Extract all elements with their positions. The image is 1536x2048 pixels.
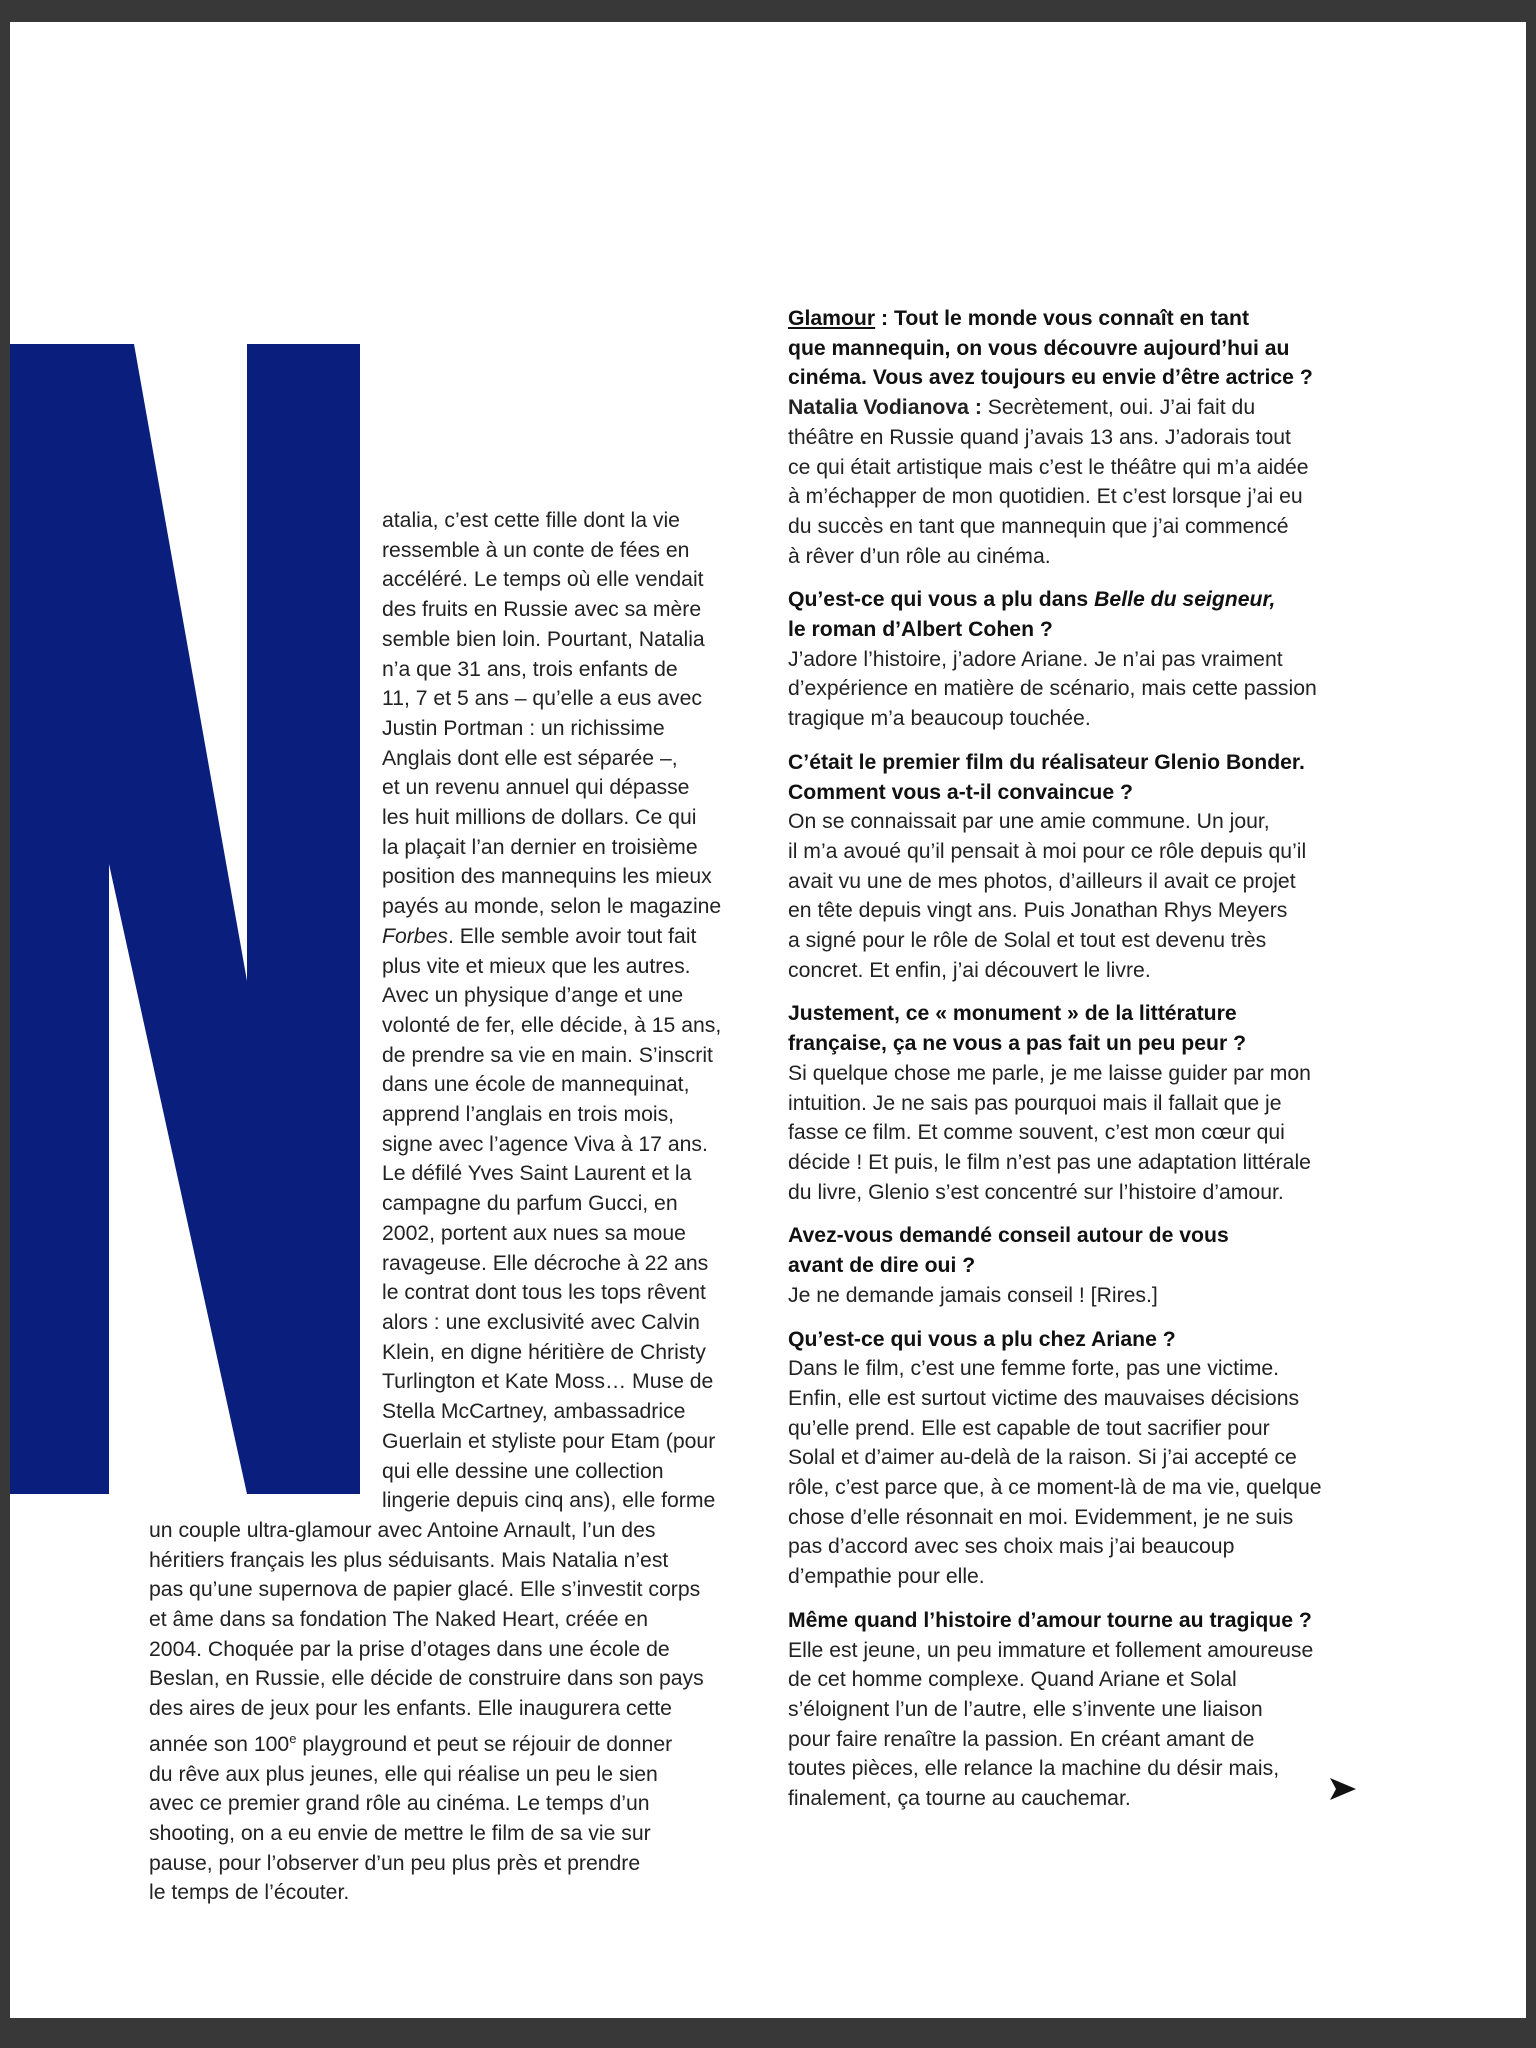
question-line: Avez-vous demandé conseil autour de vous: [788, 1224, 1229, 1248]
intro-line: Turlington et Kate Moss… Muse de: [382, 1370, 714, 1394]
qa-block: [788, 999, 1418, 1207]
magazine-page: [10, 22, 1526, 2018]
answer-line: a signé pour le rôle de Solal et tout est devenu très: [788, 929, 1267, 953]
intro-line: Forbes. Elle semble avoir tout fait: [382, 924, 697, 948]
intro-line: plus vite et mieux que les autres.: [382, 954, 691, 978]
intro-line: lingerie depuis cinq ans), elle forme: [382, 1489, 716, 1513]
intro-line: avec ce premier grand rôle au cinéma. Le temps d’un: [149, 1792, 650, 1816]
answer-line: fasse ce film. Et comme souvent, c’est mon cœur qui: [788, 1121, 1285, 1145]
answer-line: s’éloignent l’un de l’autre, elle s’invente une liaison: [788, 1697, 1263, 1721]
arrow-right-icon: [1330, 1778, 1356, 1800]
intro-line: 11, 7 et 5 ans – qu’elle a eus avec: [382, 687, 702, 711]
intro-line: 2004. Choquée par la prise d’otages dans une école de: [149, 1637, 670, 1661]
intro-line: accéléré. Le temps où elle vendait: [382, 568, 704, 592]
answer-line: intuition. Je ne sais pas pourquoi mais il fallait que je: [788, 1091, 1282, 1115]
answer-line: Si quelque chose me parle, je me laisse guider par mon: [788, 1061, 1311, 1085]
answer-line: concret. Et enfin, j’ai découvert le livre.: [788, 958, 1151, 982]
intro-line: atalia, c’est cette fille dont la vie: [382, 509, 680, 532]
qa-block: [788, 585, 1418, 734]
intro-line: des fruits en Russie avec sa mère: [382, 598, 702, 622]
question-text: Qu’est-ce qui vous a plu dans: [788, 588, 1095, 612]
question-line: cinéma. Vous avez toujours eu envie d’être actrice ?: [788, 366, 1313, 390]
answer-line: chose d’elle résonnait en moi. Evidemment, je ne suis: [788, 1505, 1294, 1529]
intro-line: des aires de jeux pour les enfants. Elle inaugurera cette: [149, 1697, 672, 1721]
qa-block: [788, 1606, 1418, 1814]
answer-line: tragique m’a beaucoup touchée.: [788, 707, 1091, 731]
intro-line: année son 100e playground et peut se réjouir de donner: [149, 1730, 673, 1756]
intro-line: semble bien loin. Pourtant, Natalia: [382, 627, 705, 651]
answer-line: du livre, Glenio s’est concentré sur l’histoire d’amour.: [788, 1180, 1284, 1204]
intro-line: un couple ultra-glamour avec Antoine Arnault, l’un des: [149, 1518, 656, 1542]
answer-line: d’expérience en matière de scénario, mais cette passion: [788, 677, 1317, 701]
intro-line: du rêve aux plus jeunes, elle qui réalise un peu le sien: [149, 1762, 658, 1786]
intro-line: ravageuse. Elle décroche à 22 ans: [382, 1251, 709, 1275]
question-line: française, ça ne vous a pas fait un peu peur ?: [788, 1032, 1247, 1056]
answer-line: il m’a avoué qu’il pensait à moi pour ce rôle depuis qu’il: [788, 839, 1307, 863]
answer-line: [788, 393, 1418, 423]
answer-line: rôle, c’est parce que, à ce moment-là de ma vie, quelque: [788, 1476, 1322, 1500]
answer-line: théâtre en Russie quand j’avais 13 ans. J’adorais tout: [788, 425, 1291, 449]
answer-line: ce qui était artistique mais c’est le théâtre qui m’a aidée: [788, 455, 1309, 479]
answer-line: qu’elle prend. Elle est capable de tout sacrifier pour: [788, 1416, 1270, 1440]
question-line: Comment vous a-t-il convaincue ?: [788, 780, 1133, 804]
intro-line: Justin Portman : un richissime: [382, 716, 665, 740]
answer-text: Secrètement, oui. J’ai fait du: [981, 396, 1256, 420]
intro-line: signe avec l’agence Viva à 17 ans.: [382, 1132, 708, 1156]
answer-line: Enfin, elle est surtout victime des mauvaises décisions: [788, 1386, 1300, 1410]
intro-text: [149, 506, 759, 1908]
intro-line: pas qu’une supernova de papier glacé. Elle s’investit corps: [149, 1578, 701, 1602]
intro-line: dans une école de mannequinat,: [382, 1073, 690, 1097]
intro-line: ressemble à un conte de fées en: [382, 538, 690, 562]
intro-line: qui elle dessine une collection: [382, 1459, 664, 1483]
ordinal-suffix: e: [289, 1730, 297, 1746]
intro-line: Klein, en digne héritière de Christy: [382, 1340, 706, 1364]
intro-line: 2002, portent aux nues sa moue: [382, 1221, 686, 1245]
qa-block: [788, 748, 1418, 986]
answer-line: Je ne demande jamais conseil ! [Rires.]: [788, 1283, 1158, 1307]
intro-line: volonté de fer, elle décide, à 15 ans,: [382, 1013, 722, 1037]
answer-line: avait vu une de mes photos, d’ailleurs il avait ce projet: [788, 869, 1296, 893]
intro-line: Stella McCartney, ambassadrice: [382, 1400, 686, 1424]
intro-line: et âme dans sa fondation The Naked Heart, créée en: [149, 1608, 649, 1632]
intro-line: Le défilé Yves Saint Laurent et la: [382, 1162, 692, 1186]
interview-column: [788, 304, 1418, 1828]
intro-line: le contrat dont tous les tops rêvent: [382, 1281, 706, 1305]
intro-line: et un revenu annuel qui dépasse: [382, 776, 690, 800]
intro-line: pause, pour l’observer d’un peu plus près et prendre: [149, 1851, 641, 1875]
question-line: [788, 304, 1418, 334]
intro-line: les huit millions de dollars. Ce qui: [382, 806, 697, 830]
intro-line: Guerlain et styliste pour Etam (pour: [382, 1429, 716, 1453]
question-line: Justement, ce « monument » de la littérature: [788, 1002, 1237, 1026]
answer-line: Dans le film, c’est une femme forte, pas une victime.: [788, 1357, 1280, 1381]
intro-line: Beslan, en Russie, elle décide de construire dans son pays: [149, 1667, 704, 1691]
intro-line: n’a que 31 ans, trois enfants de: [382, 657, 678, 681]
answer-line: finalement, ça tourne au cauchemar.: [788, 1787, 1131, 1811]
answer-line: Solal et d’aimer au-delà de la raison. Si j’ai accepté ce: [788, 1446, 1297, 1470]
answer-line: J’adore l’histoire, j’adore Ariane. Je n’ai pas vraiment: [788, 647, 1283, 671]
qa-block: [788, 1325, 1418, 1592]
answer-line: de cet homme complexe. Quand Ariane et Solal: [788, 1668, 1237, 1692]
answer-line: du succès en tant que mannequin que j’ai commencé: [788, 514, 1289, 538]
question-line: C’était le premier film du réalisateur Glenio Bonder.: [788, 750, 1305, 774]
answer-line: On se connaissait par une amie commune. Un jour,: [788, 810, 1270, 834]
question-line: le roman d’Albert Cohen ?: [788, 618, 1053, 642]
answer-line: Elle est jeune, un peu immature et follement amoureuse: [788, 1638, 1314, 1662]
intro-line: Avec un physique d’ange et une: [382, 984, 684, 1008]
answer-line: d’empathie pour elle.: [788, 1565, 985, 1589]
speaker-name: Natalia Vodianova :: [788, 396, 982, 420]
answer-line: en tête depuis vingt ans. Puis Jonathan Rhys Meyers: [788, 899, 1288, 923]
answer-line: décide ! Et puis, le film n’est pas une adaptation littérale: [788, 1150, 1311, 1174]
intro-line: alors : une exclusivité avec Calvin: [382, 1310, 700, 1334]
question-line: [788, 585, 1418, 615]
intro-line: payés au monde, selon le magazine: [382, 895, 722, 919]
intro-line: la plaçait l’an dernier en troisième: [382, 835, 698, 859]
question-text: : Tout le monde vous connaît en tant: [875, 307, 1250, 330]
answer-line: pour faire renaître la passion. En créant amant de: [788, 1727, 1255, 1751]
intro-line: le temps de l’écouter.: [149, 1881, 350, 1905]
answer-line: pas d’accord avec ses choix mais j’ai beaucoup: [788, 1535, 1235, 1559]
book-title: Belle du seigneur,: [1094, 588, 1276, 612]
intro-line: position des mannequins les mieux: [382, 865, 712, 889]
intro-line: de prendre sa vie en main. S’inscrit: [382, 1043, 713, 1067]
question-line: avant de dire oui ?: [788, 1254, 976, 1278]
answer-line: à rêver d’un rôle au cinéma.: [788, 544, 1051, 568]
intro-line: shooting, on a eu envie de mettre le film de sa vie sur: [149, 1822, 651, 1845]
intro-line: campagne du parfum Gucci, en: [382, 1192, 678, 1216]
intro-line: héritiers français les plus séduisants. Mais Natalia n’est: [149, 1548, 669, 1572]
qa-block: [788, 1221, 1418, 1310]
question-line: Qu’est-ce qui vous a plu chez Ariane ?: [788, 1327, 1176, 1351]
question-line: Même quand l’histoire d’amour tourne au tragique ?: [788, 1608, 1312, 1632]
answer-line: toutes pièces, elle relance la machine du désir mais,: [788, 1757, 1280, 1781]
answer-line: à m’échapper de mon quotidien. Et c’est lorsque j’ai eu: [788, 485, 1303, 509]
qa-block: [788, 304, 1418, 571]
intro-line: apprend l’anglais en trois mois,: [382, 1103, 675, 1127]
publication-name: Glamour: [788, 307, 876, 330]
magazine-name: Forbes: [382, 924, 448, 948]
intro-line: Anglais dont elle est séparée –,: [382, 746, 678, 770]
question-line: que mannequin, on vous découvre aujourd’hui au: [788, 336, 1290, 360]
